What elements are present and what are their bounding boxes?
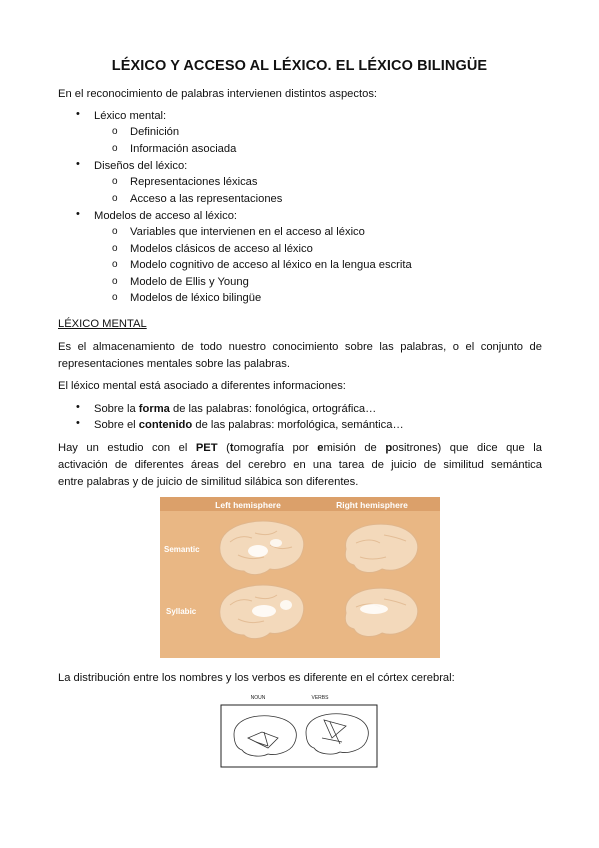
pet-brain-figure — [160, 497, 440, 658]
pet-line-2: activación de diferentes áreas del cerebro en una tarea de juicio de similitud semántica — [58, 459, 542, 471]
info-item-form: Sobre la forma de las palabras: fonológica, ortográfica… — [94, 403, 377, 415]
column-label-left: Left hemisphere — [215, 500, 281, 510]
noun-verb-figure — [220, 692, 378, 768]
bullet-dot: • — [76, 158, 80, 170]
outline-subitem: Definición — [130, 126, 180, 138]
sub-bullet-marker: o — [112, 126, 118, 137]
paragraph-informations: El léxico mental está asociado a diferentes informaciones: — [58, 380, 346, 392]
sub-bullet-marker: o — [112, 226, 118, 237]
pet-brain-svg — [160, 497, 440, 658]
sub-bullet-marker: o — [112, 143, 118, 154]
brain-noun-drawing — [234, 716, 296, 756]
row-label-semantic: Semantic — [164, 545, 200, 554]
outline-subitem: Modelos clásicos de acceso al léxico — [130, 243, 313, 255]
section-heading: LÉXICO MENTAL — [58, 318, 147, 330]
outline-item: Diseños del léxico: — [94, 160, 188, 172]
page-title: LÉXICO Y ACCESO AL LÉXICO. EL LÉXICO BILINGÜE — [111, 58, 488, 74]
outline-subitem: Modelo de Ellis y Young — [130, 276, 249, 288]
outline-subitem: Variables que intervienen en el acceso al léxico — [130, 226, 365, 238]
sub-bullet-marker: o — [112, 243, 118, 254]
sub-bullet-marker: o — [112, 292, 118, 303]
outline-subitem: Acceso a las representaciones — [130, 193, 283, 205]
sub-bullet-marker: o — [112, 193, 118, 204]
column-label-right: Right hemisphere — [336, 500, 408, 510]
row-label-syllabic: Syllabic — [166, 607, 197, 616]
noun-verb-svg — [220, 692, 378, 768]
bullet-dot: • — [76, 108, 80, 120]
bullet-dot: • — [76, 417, 80, 429]
outline-subitem: Modelo cognitivo de acceso al léxico en la lengua escrita — [130, 259, 412, 271]
brain-right-semantic — [345, 524, 417, 572]
info-item-content: Sobre el contenido de las palabras: morfológica, semántica… — [94, 419, 404, 431]
outline-subitem: Información asociada — [130, 143, 237, 155]
paragraph-definition: Es el almacenamiento de todo nuestro conocimiento sobre las palabras, o el conjunto de representaciones mentales sobre las palabras. — [58, 341, 542, 370]
outline-item: Modelos de acceso al léxico: — [94, 210, 238, 222]
outline-item: Léxico mental: — [94, 110, 167, 122]
outline-subitem: Modelos de léxico bilingüe — [130, 292, 262, 304]
pet-line-3: entre palabras y de juicio de similitud silábica son diferentes. — [58, 476, 359, 488]
pet-line-1: Hay un estudio con el PET (tomografía por emisión de positrones) que dice que la — [58, 442, 542, 454]
sub-bullet-marker: o — [112, 259, 118, 270]
noun-label: NOUN — [250, 695, 266, 701]
paragraph-pet — [58, 440, 542, 491]
brain-verb-drawing — [306, 714, 368, 754]
outline-subitem: Representaciones léxicas — [130, 176, 258, 188]
bullet-dot: • — [76, 401, 80, 413]
sub-bullet-marker: o — [112, 276, 118, 287]
figure-frame — [221, 705, 377, 767]
figure-background — [160, 497, 440, 658]
sub-bullet-marker: o — [112, 176, 118, 187]
intro-text: En el reconocimiento de palabras intervienen distintos aspectos: — [58, 88, 378, 100]
bullet-dot: • — [76, 208, 80, 220]
paragraph-nouns-verbs: La distribución entre los nombres y los verbos es diferente en el córtex cerebral: — [58, 672, 455, 684]
verbs-label: VERBS — [311, 695, 329, 701]
brain-right-syllabic — [345, 588, 417, 636]
